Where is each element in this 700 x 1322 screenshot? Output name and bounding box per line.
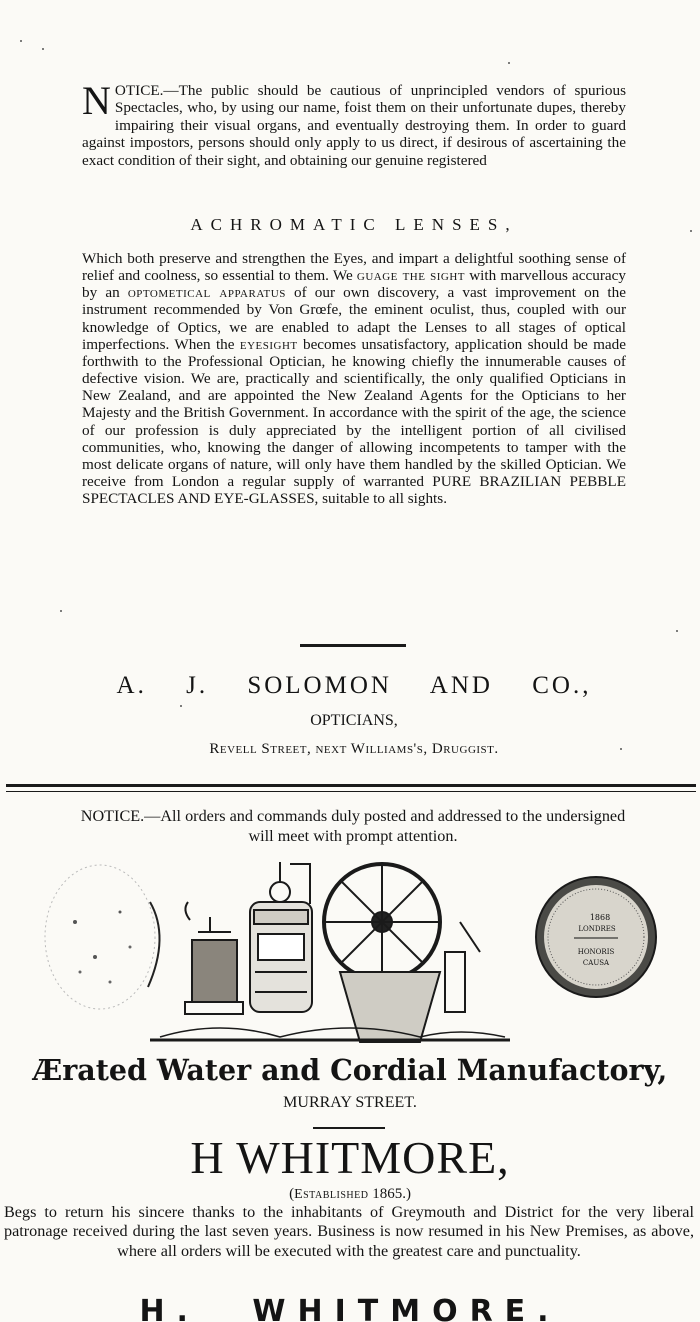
advert-divider xyxy=(6,784,696,792)
factory-illustration xyxy=(40,862,670,1052)
medal-text-4: CAUSA xyxy=(582,959,610,967)
eyesight-smallcaps: eyesight xyxy=(239,335,298,353)
firm-trade: OPTICIANS, xyxy=(310,712,398,729)
body-text-1: Which both preserve and strengthen the Eyes, and impart a delightful soothing sense of relief and coolness, so essential to them. We xyxy=(82,250,626,285)
whitmore-body: Begs to return his sincere thanks to the inhabitants of Greymouth and District for the very liberal patronage received during the last seven years. Business is now resumed in his New Premises, as above, where all orders will be executed with the greatest care and punctuality. xyxy=(4,1203,694,1260)
body-text-3: of our own discovery, a vast improvement on the instrument recommended by Von Grœfe, the eminent oculist, thus, coupled with our knowledge of Optics, we are enabled to adapt the Lenses to all stages of optical imperfections. When the xyxy=(82,284,626,353)
body-text-4: becomes unsatisfactory, application should be made forthwith to the Professional Optician, he knowing chiefly the innumerable causes of defective vision. We are, practically and scientifically, the only qualified Opticians in New Zealand, and are appointed the New Zealand Agents for the Opticians to her Majesty and the British Government. In accordance with the spirit of the age, the science of our profession is duly appreciated by the intelligent portion of all civilised communities, who, knowing the danger of allowing incompetents to tamper with the most delicate organs of nature, will only have them handled by the skilled Optician. We receive from London a regular supply of warranted PURE BRAZILIAN PEBBLE SPECTACLES AND EYE-GLASSES, suitable to all sights. xyxy=(82,335,627,508)
notice-line-1: NOTICE.—All orders and commands duly posted and addressed to the undersigned xyxy=(80,807,626,825)
established-line: (Established 1865.) xyxy=(289,1186,411,1202)
established-label: Established xyxy=(294,1187,369,1202)
section-rule-2 xyxy=(313,1127,385,1129)
notice-paragraph xyxy=(82,78,626,169)
notice-text: OTICE.—The public should be cautious of unprincipled vendors of spurious Spectacles, who, by using our name, foist them on their unfortunate dupes, thereby impairing their visual organs, and eventually destroying them. In order to guard against impostors, persons should only apply to us direct, if desirous of ascertaining the exact condition of their sight, and obtaining our genuine registered xyxy=(82,82,626,169)
medal-right-icon xyxy=(536,877,656,997)
apparatus-smallcaps: optometical apparatus xyxy=(127,284,286,302)
whitmore-notice xyxy=(8,806,698,846)
factory-street: MURRAY STREET. xyxy=(283,1094,417,1111)
firm-name: A. J. SOLOMON AND CO., xyxy=(116,672,592,699)
proprietor-name: H WHITMORE, xyxy=(190,1132,510,1183)
medal-text-3: HONORIS xyxy=(577,948,615,956)
footer-name: H. WHITMORE. xyxy=(139,1294,561,1322)
lenses-description xyxy=(82,250,626,507)
section-rule xyxy=(300,644,406,647)
medal-text-1: 1868 xyxy=(589,913,611,922)
drop-cap: N xyxy=(82,78,111,123)
achromatic-lenses-heading: ACHROMATIC LENSES, xyxy=(190,215,518,234)
established-year: 1865. xyxy=(372,1186,406,1202)
body-text-2: with marvellous accuracy by an xyxy=(82,267,627,302)
firm-address: Revell Street, next Williams's, Druggist. xyxy=(209,741,499,757)
medal-left-icon xyxy=(45,865,160,1009)
notice-line-2: will meet with prompt attention. xyxy=(248,827,458,845)
factory-title: Ærated Water and Cordial Manufactory, xyxy=(32,1053,668,1087)
medal-text-2: LONDRES xyxy=(578,925,616,933)
machinery-icon xyxy=(150,862,510,1042)
guage-smallcaps: guage the sight xyxy=(356,267,466,285)
